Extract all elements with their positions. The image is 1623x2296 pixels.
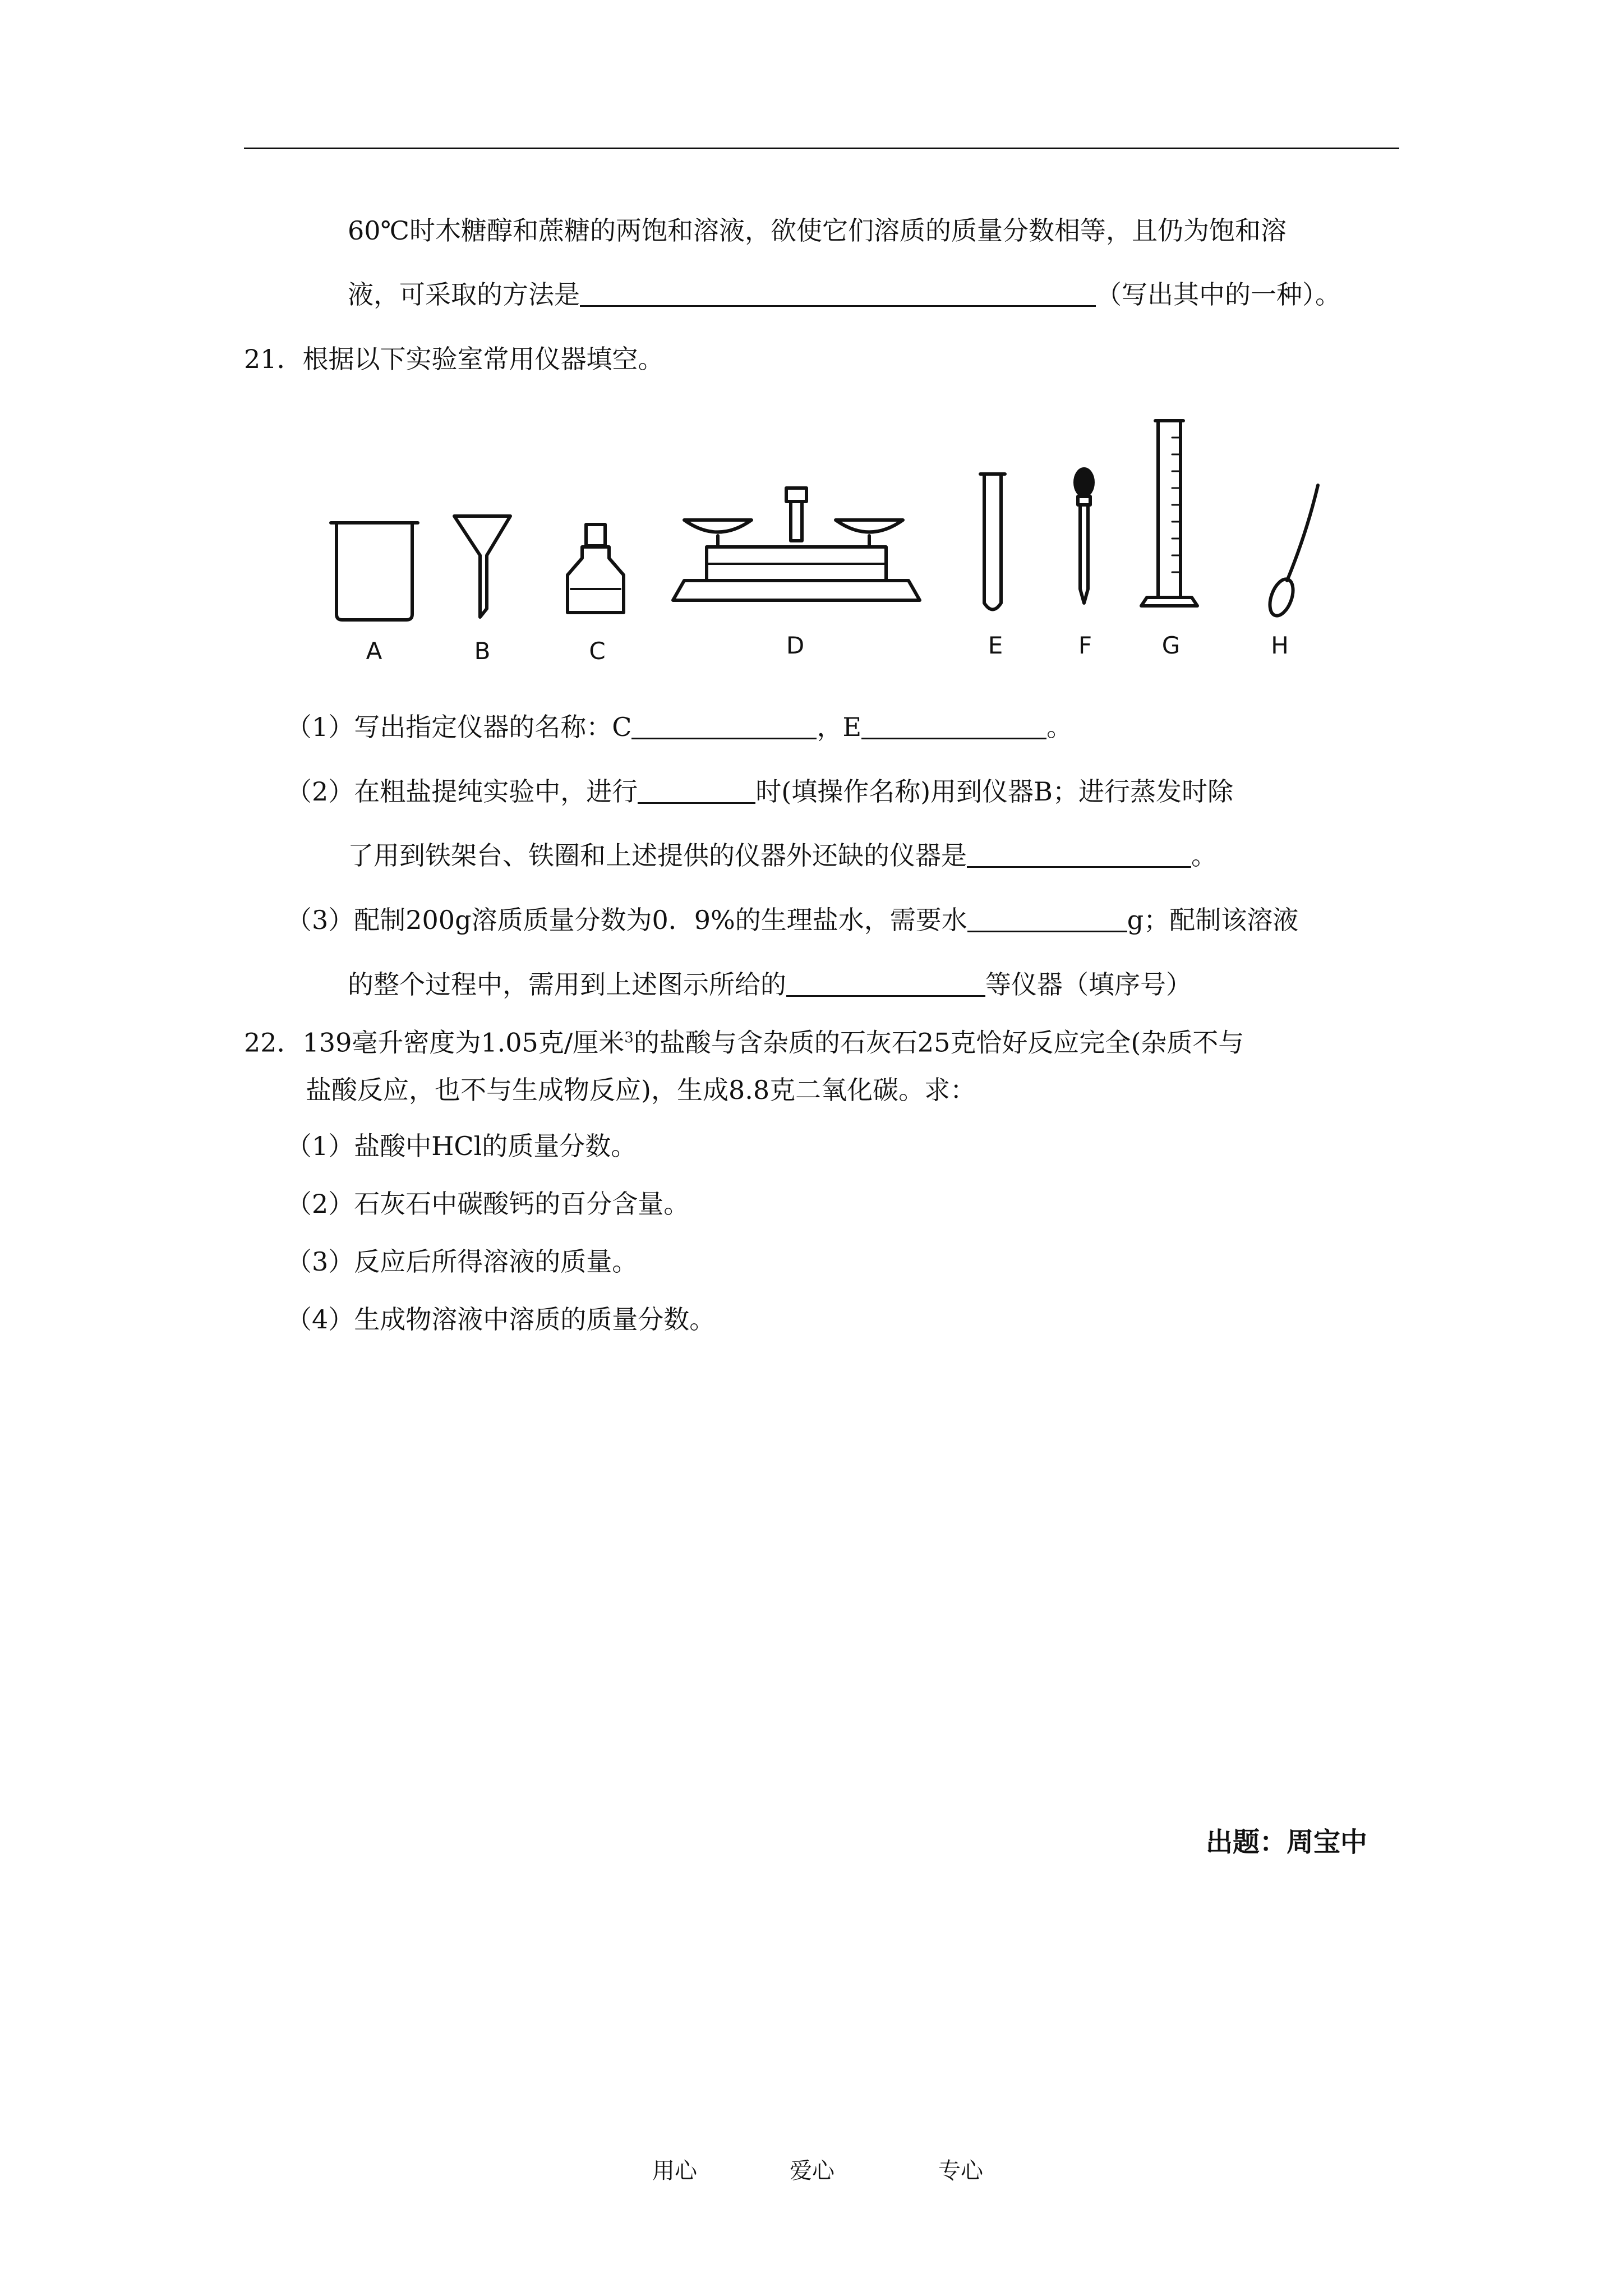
q20-line-2-text: 液，可采取的方法是 [348,279,580,310]
q21-part-3-text-c: 的整个过程中，需用到上述图示所给的 [348,969,786,1000]
label-d: D [786,632,805,659]
q21-part-2-text-b: 时(填操作名称)用到仪器B；进行蒸发时除 [755,776,1233,807]
label-g: G [1161,632,1181,659]
footer-motto-2 [790,2153,834,2185]
funnel-icon [454,516,510,617]
q20-line-1: 60℃时木糖醇和蔗糖的两饱和溶液，欲使它们溶质的质量分数相等，且仍为饱和溶 [348,215,1287,246]
label-h: H [1271,632,1289,659]
q22-stem-text: 22．139毫升密度为1.05克/厘米 [244,1027,625,1058]
answer-blank-operation[interactable] [638,780,755,804]
q22-stem-line-2: 盐酸反应，也不与生成物反应)，生成8.8克二氧化碳。求： [306,1075,976,1105]
beaker-icon [331,523,418,620]
label-a: A [366,637,382,665]
q21-part-1-end: 。 [1046,712,1073,742]
q21-part-1-sep: ，E [817,712,862,742]
q21-part-3-text-b: g；配制该溶液 [1127,905,1299,935]
header-rule [244,148,1399,149]
q21-part-3-line-2 [348,969,1192,1000]
q21-stem: 21．根据以下实验室常用仪器填空。 [244,344,664,374]
footer-text-1: 用心 [652,2158,697,2184]
label-b: B [474,637,491,665]
q22-item-1: （1）盐酸中HCl的质量分数。 [286,1131,637,1161]
footer-text-3: 专心 [938,2158,983,2184]
answer-blank-missing-instrument[interactable] [967,844,1191,868]
q22-item-4: （4）生成物溶液中溶质的质量分数。 [286,1304,716,1335]
footer-text-2: 爱心 [790,2158,834,2184]
balance-icon [673,488,920,600]
author-credit: 出题：周宝中 [1206,1826,1368,1858]
dropper-icon [1075,469,1093,603]
label-f: F [1078,632,1092,659]
answer-blank-c[interactable] [631,715,817,739]
q22-stem-text-b: 的盐酸与含杂质的石灰石25克恰好反应完全(杂质不与 [633,1027,1244,1058]
lab-instruments-figure [314,404,1346,668]
answer-blank-instruments[interactable] [786,973,985,997]
q21-part-2-end: 。 [1191,840,1217,871]
q22-item-2: （2）石灰石中碳酸钙的百分含量。 [286,1189,690,1219]
answer-blank-method[interactable] [580,283,1096,307]
medicine-spoon-icon [1265,485,1318,619]
label-c: C [589,637,606,665]
footer-motto-1 [652,2153,697,2185]
q21-part-3-line-1 [286,904,1298,936]
q21-part-2-line-2 [348,840,1217,871]
q20-line-2-note: （写出其中的一种）。 [1096,279,1341,310]
answer-blank-e[interactable] [861,715,1046,739]
q22-stem-line-1 [244,1022,1244,1058]
q21-part-2-line-1 [286,776,1233,807]
q22-item-3: （3）反应后所得溶液的质量。 [286,1246,638,1277]
q21-part-1-text: （1）写出指定仪器的名称：C [286,712,632,742]
graduated-cylinder-icon [1141,421,1197,606]
q21-part-2-text: （2）在粗盐提纯实验中，进行 [286,776,638,807]
q21-part-3-end: 等仪器（填序号） [985,969,1192,1000]
q21-part-1 [286,711,1072,743]
alcohol-lamp-icon [568,524,624,613]
footer-motto-3 [938,2153,983,2185]
label-e: E [988,632,1003,659]
q21-part-3-text: （3）配制200g溶质质量分数为0．9%的生理盐水，需要水 [286,905,967,935]
q20-line-2 [348,279,1341,310]
test-tube-icon [980,474,1005,610]
q21-part-2-text-c: 了用到铁架台、铁圈和上述提供的仪器外还缺的仪器是 [348,840,967,871]
answer-blank-water-mass[interactable] [967,908,1127,932]
q22-superscript: 3 [624,1029,634,1046]
